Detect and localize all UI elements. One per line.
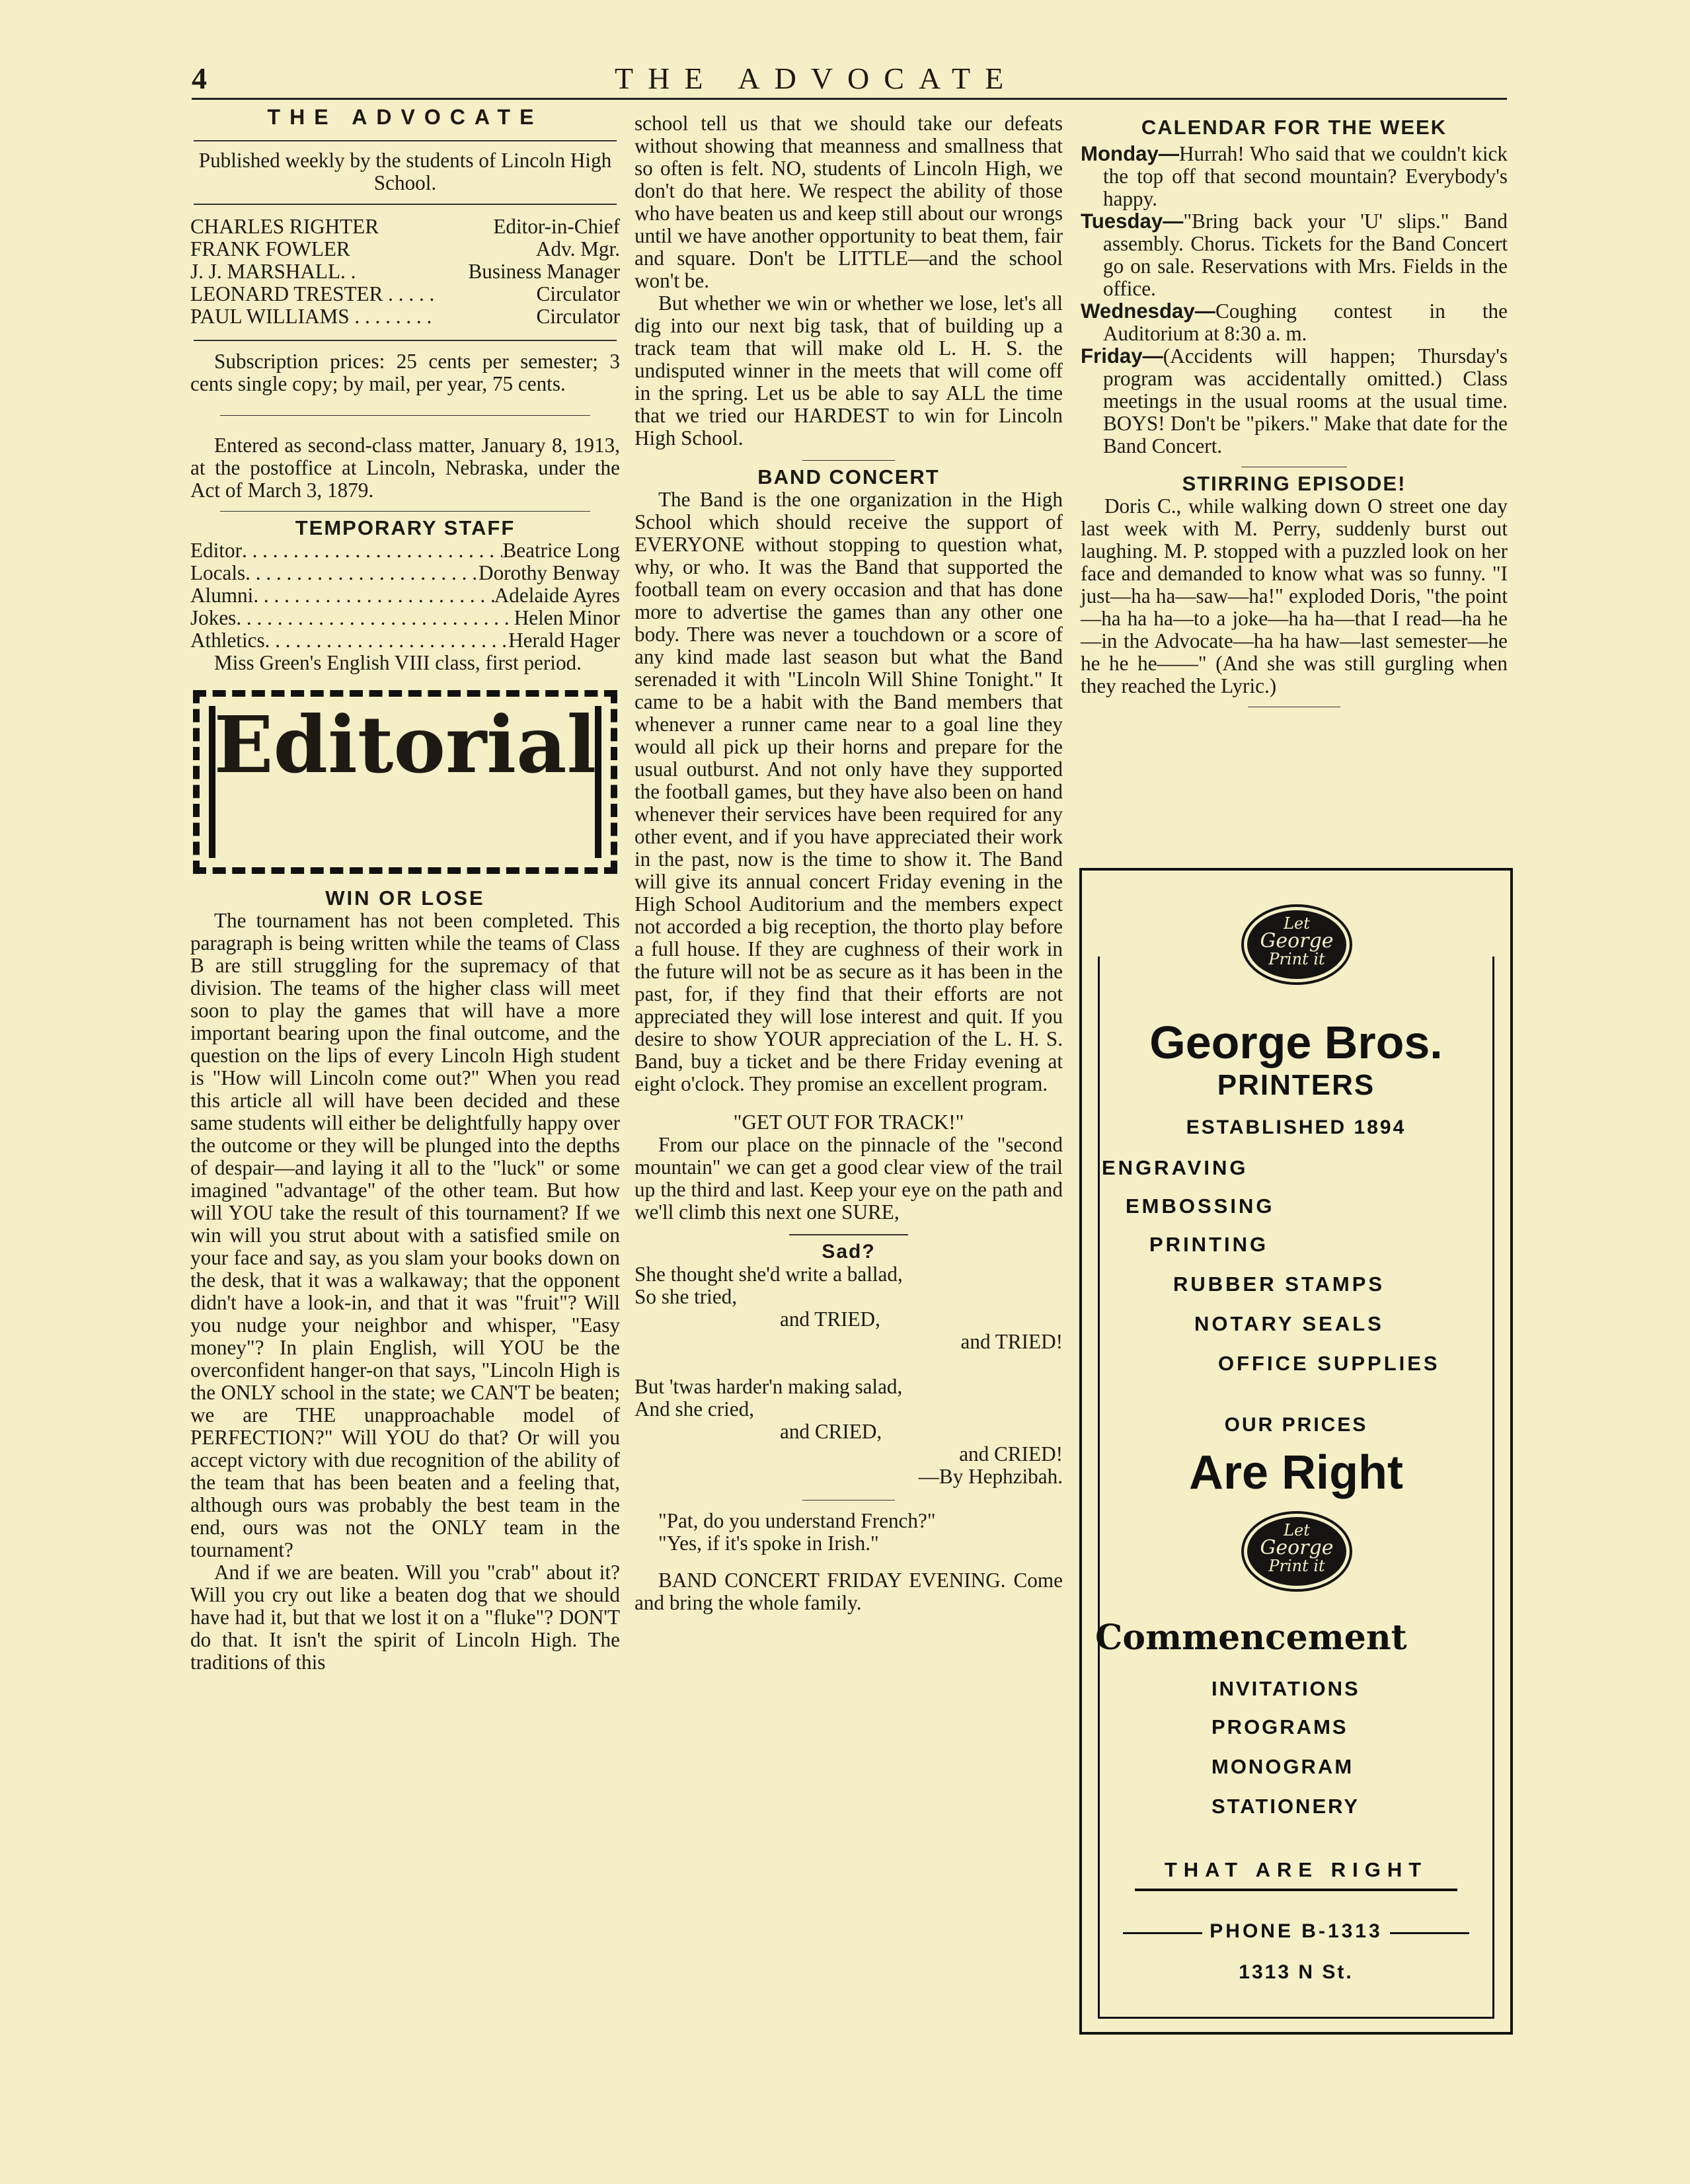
- temp-name: Dorothy Benway: [479, 561, 620, 584]
- page-header: [192, 61, 1487, 94]
- phone-rule-right: [1390, 1932, 1469, 1934]
- poem-line: And she cried,: [634, 1397, 755, 1421]
- service-item: NOTARY SEALS: [1194, 1312, 1384, 1335]
- sad-heading: Sad?: [822, 1241, 876, 1263]
- that-are-right-tagline: THAT ARE RIGHT: [1164, 1858, 1428, 1881]
- temp-role: Athletics: [190, 629, 265, 652]
- george-bros-advertisement: [1079, 868, 1513, 2035]
- calendar-day: Wednesday—: [1081, 299, 1215, 323]
- seal-text: Let: [1284, 914, 1310, 933]
- header-rule: [192, 98, 1507, 100]
- are-right-slogan: Are Right: [1189, 1446, 1403, 1499]
- poem-author: —By Hephzibah.: [918, 1465, 1063, 1488]
- track-heading: "GET OUT FOR TRACK!": [733, 1111, 964, 1134]
- service-item: ENGRAVING: [1102, 1156, 1248, 1179]
- poem-line: and CRIED,: [780, 1420, 882, 1443]
- divider: [789, 1234, 908, 1235]
- staff-row: [190, 283, 620, 305]
- poem-line: But 'twas harder'n making salad,: [634, 1375, 903, 1398]
- temp-staff-row: [190, 539, 620, 562]
- staff-role: Circulator: [536, 282, 620, 305]
- poem-line: and TRIED!: [960, 1330, 1063, 1353]
- calendar-day: Monday—: [1081, 142, 1180, 165]
- divider: [194, 204, 617, 205]
- staff-role: Adv. Mgr.: [535, 237, 620, 260]
- our-prices-label: OUR PRICES: [1224, 1414, 1368, 1436]
- commencement-item: STATIONERY: [1211, 1795, 1360, 1818]
- temp-name: Helen Minor: [514, 606, 620, 629]
- seal-text: Let: [1284, 1521, 1310, 1540]
- calendar-entry: [1081, 345, 1508, 457]
- seal-text: Print it: [1268, 950, 1325, 968]
- service-item: OFFICE SUPPLIES: [1218, 1352, 1440, 1375]
- masthead-title: THE ADVOCATE: [267, 105, 543, 129]
- staff-name: PAUL WILLIAMS . . . . . . . .: [190, 305, 432, 328]
- calendar-day: Tuesday—: [1081, 210, 1184, 233]
- temp-name: Herald Hager: [508, 629, 620, 652]
- service-item: PRINTING: [1149, 1233, 1269, 1256]
- win-or-lose-heading: WIN OR LOSE: [325, 886, 485, 910]
- staff-name: J. J. MARSHALL. .: [190, 260, 356, 283]
- joke-question: "Pat, do you understand French?": [658, 1509, 936, 1532]
- continued-p2: But whether we win or whether we lose, let's all dig into our next big task, that of building up a track team that will make old L. H. S. the undisputed winner in the meets that will come off in the spring. Let us be able to say ALL the time that we tried our HARDEST to win for Lincoln High School.: [634, 292, 1063, 449]
- calendar-text: (Accidents will happen; Thursday's program was accidentally omitted.) Class meetings in the usual rooms at the usual time. BOYS! Don't be "pikers." Make that date for the Band Concert.: [1103, 344, 1508, 457]
- temp-staff-note: Miss Green's English VIII class, first period.: [214, 651, 582, 674]
- column-2: [634, 112, 1063, 1614]
- temp-role: Alumni: [190, 584, 254, 607]
- temp-staff-row: [190, 629, 620, 652]
- calendar-text: Coughing contest in the Auditorium at 8:30 a. m.: [1103, 299, 1508, 345]
- calendar-entry: [1081, 210, 1508, 300]
- divider: [802, 1500, 895, 1501]
- poem-line: and CRIED!: [959, 1442, 1063, 1465]
- subscription-note: Subscription prices: 25 cents per semester; 3 cents single copy; by mail, per year, 75 cents.: [190, 350, 620, 395]
- win-or-lose-p1: The tournament has not been completed. This paragraph is being written while the teams of Class B are still struggling for the supremacy of that division. The teams of the higher class will meet soon to play the games that will have a more important bearing upon the final outcome, and the question on the lips of every Lincoln High student is "How will Lincoln come out?" When you read this article all will have been decided and these same students will either be delightfully happy over the outcome or they will be plunged into the depths of despair—and laying it all to the "luck" or some imagined "advantage" of the other team. But how will YOU take the result of this tournament? If we win will you strut about with a satisfied smile on your face and say, as you slam your books down on the desk, that it was a walkaway; that the opponent didn't have a look-in, and that it was "fruit"? Will you nudge your neighbor and whisper, "Easy money"? In plain English, will YOU be the overconfident hanger-on that says, "Lincoln High is the ONLY school in the state; we CAN'T be beaten; we are THE unapproachable model of PERFECTION?" Will YOU do that? Or will you accept victory with due recognition of the ability of the team that has been beaten and a feeling that, although ours was probably the best team in the end, ours was not the ONLY team in the tournament?: [190, 909, 620, 1561]
- running-title: THE ADVOCATE: [615, 61, 1018, 95]
- poem-line: So she tried,: [634, 1285, 738, 1308]
- staff-role: Circulator: [536, 305, 620, 328]
- staff-row: [190, 238, 620, 260]
- seal-text: George: [1260, 1536, 1334, 1559]
- temp-role: Editor: [190, 539, 242, 562]
- temp-staff-row: [190, 607, 620, 629]
- company-trade: PRINTERS: [1217, 1069, 1375, 1101]
- poem-line: and TRIED,: [780, 1307, 880, 1331]
- divider: [220, 415, 590, 416]
- service-item: RUBBER STAMPS: [1173, 1272, 1385, 1296]
- entry-note: Entered as second-class matter, January 8, 1913, at the postoffice at Lincoln, Nebraska, under the Act of March 3, 1879.: [190, 434, 620, 502]
- seal-text: Print it: [1268, 1557, 1325, 1575]
- company-name: George Bros.: [1149, 1017, 1443, 1068]
- staff-role: Business Manager: [468, 260, 620, 283]
- staff-list: [190, 215, 620, 328]
- staff-name: FRANK FOWLER: [190, 237, 350, 260]
- win-or-lose-p2: And if we are beaten. Will you "crab" about it? Will you cry out like a beaten dog that we should have had it, but that we lost it on a "fluke"? DON'T do that. It isn't the spirit of Lincoln High. The traditions of this: [190, 1561, 620, 1674]
- editorial-banner: [190, 686, 620, 878]
- street-address: 1313 N St.: [1239, 1961, 1354, 1983]
- phone-number: PHONE B-1313: [1210, 1920, 1383, 1942]
- commencement-item: MONOGRAM: [1211, 1755, 1354, 1778]
- let-george-print-it-seal-icon: [1247, 1517, 1346, 1586]
- poem-line: She thought she'd write a ballad,: [634, 1263, 903, 1286]
- let-george-print-it-seal-icon: [1247, 910, 1346, 979]
- tagline-underline: [1135, 1889, 1457, 1891]
- temp-name: Beatrice Long: [502, 539, 620, 562]
- divider: [194, 340, 617, 341]
- published-note: Published weekly by the students of Lincoln High School.: [198, 149, 612, 194]
- band-concert-notice: BAND CONCERT FRIDAY EVENING. Come and bring the whole family.: [634, 1569, 1063, 1614]
- column-1: [190, 106, 620, 1674]
- band-concert-text: The Band is the one organization in the High School which should receive the support of EVERYONE without stopping to question what, why, or who. It was the Band that supported the football team on every occasion and that has done more to advertise the games than any other one body. There was never a touchdown or a score of any kind made last season but what the Band serenaded it with "Lincoln Will Shine Tonight." It came to be a habit with the Band members that whenever a runner came near to a goal line they would all pick up their horns and prepare for the usual outburst. And not only have they supported the football games, but they have also been on hand whenever their services have been required for any other event, and if you have appreciated their work in the past, now is the time to show it. The Band will give its annual concert Friday evening in the High School Auditorium and the members expect not accorded a big reception, the thorto play before a full house. If they are cughness of their work in the future will not be as secure as it has been in the past, for, if they find that their efforts are not appreciated they will lose interest and quit. If you desire to show YOUR appreciation of the L. H. S. Band, buy a ticket and be there Friday evening at eight o'clock. They promise an excellent program.: [634, 488, 1063, 1095]
- temporary-staff-heading: TEMPORARY STAFF: [295, 516, 516, 539]
- staff-role: Editor-in-Chief: [493, 215, 620, 238]
- divider: [220, 511, 590, 512]
- established-line: ESTABLISHED 1894: [1186, 1116, 1406, 1138]
- continued-p1: school tell us that we should take our defeats without showing that meanness and smallness that so often is felt. NO, students of Lincoln High, we don't do that here. We respect the ability of those who have beaten us and keep still about our wrongs until we have another opportunity to beat them, fair and square. Don't be LITTLE—and the school won't be.: [634, 112, 1063, 292]
- column-3: [1081, 116, 1508, 717]
- staff-row: [190, 260, 620, 283]
- calendar-text: Hurrah! Who said that we couldn't kick the top off that second mountain? Everybody's happy.: [1103, 142, 1508, 210]
- staff-name: LEONARD TRESTER . . . . .: [190, 282, 435, 305]
- editorial-title: Editorial: [213, 699, 597, 791]
- staff-row: [190, 215, 620, 238]
- temp-role: Jokes: [190, 606, 237, 629]
- commencement-item: INVITATIONS: [1211, 1677, 1360, 1700]
- divider: [802, 460, 895, 461]
- track-text: From our place on the pinnacle of the "second mountain" we can get a good clear view of the trail up the third and last. Keep your eye on the path and we'll climb this next one SURE,: [634, 1133, 1063, 1224]
- commencement-heading: Commencement: [1095, 1618, 1407, 1658]
- stirring-episode-text: Doris C., while walking down O street one day last week with M. Perry, suddenly burst out laughing. M. P. stopped with a puzzled look on her face and demanded to know what was so funny. "I just—ha ha—saw—ha!" exploded Doris, "the point—ha ha ha—to a joke—ha ha—that I read—ha he—in the Advocate—ha ha haw—last semester—he he he he——" (And she was still gurgling when they reached the Lyric.): [1081, 494, 1508, 697]
- staff-name: CHARLES RIGHTER: [190, 215, 379, 238]
- joke-answer: "Yes, if it's spoke in Irish.": [658, 1532, 879, 1555]
- calendar-day: Friday—: [1081, 344, 1163, 368]
- temp-name: Adelaide Ayres: [494, 584, 620, 607]
- calendar-heading: CALENDAR FOR THE WEEK: [1141, 116, 1447, 139]
- sad-poem: [634, 1263, 1063, 1488]
- temp-role: Locals: [190, 561, 246, 584]
- calendar-entry: [1081, 300, 1508, 345]
- temp-staff-row: [190, 584, 620, 607]
- commencement-item: PROGRAMS: [1211, 1715, 1348, 1738]
- divider: [194, 140, 617, 141]
- temp-staff-row: [190, 562, 620, 584]
- band-concert-heading: BAND CONCERT: [757, 465, 940, 488]
- staff-row: [190, 305, 620, 328]
- service-item: EMBOSSING: [1126, 1194, 1275, 1218]
- stirring-episode-heading: STIRRING EPISODE!: [1182, 472, 1406, 495]
- calendar-text: "Bring back your 'U' slips." Band assembly. Chorus. Tickets for the Band Concert go on sale. Reservations with Mrs. Fields in the office.: [1103, 210, 1508, 300]
- temporary-staff-list: [190, 539, 620, 652]
- page-number: 4: [192, 61, 207, 95]
- calendar-entry: [1081, 143, 1508, 210]
- seal-text: George: [1260, 929, 1334, 953]
